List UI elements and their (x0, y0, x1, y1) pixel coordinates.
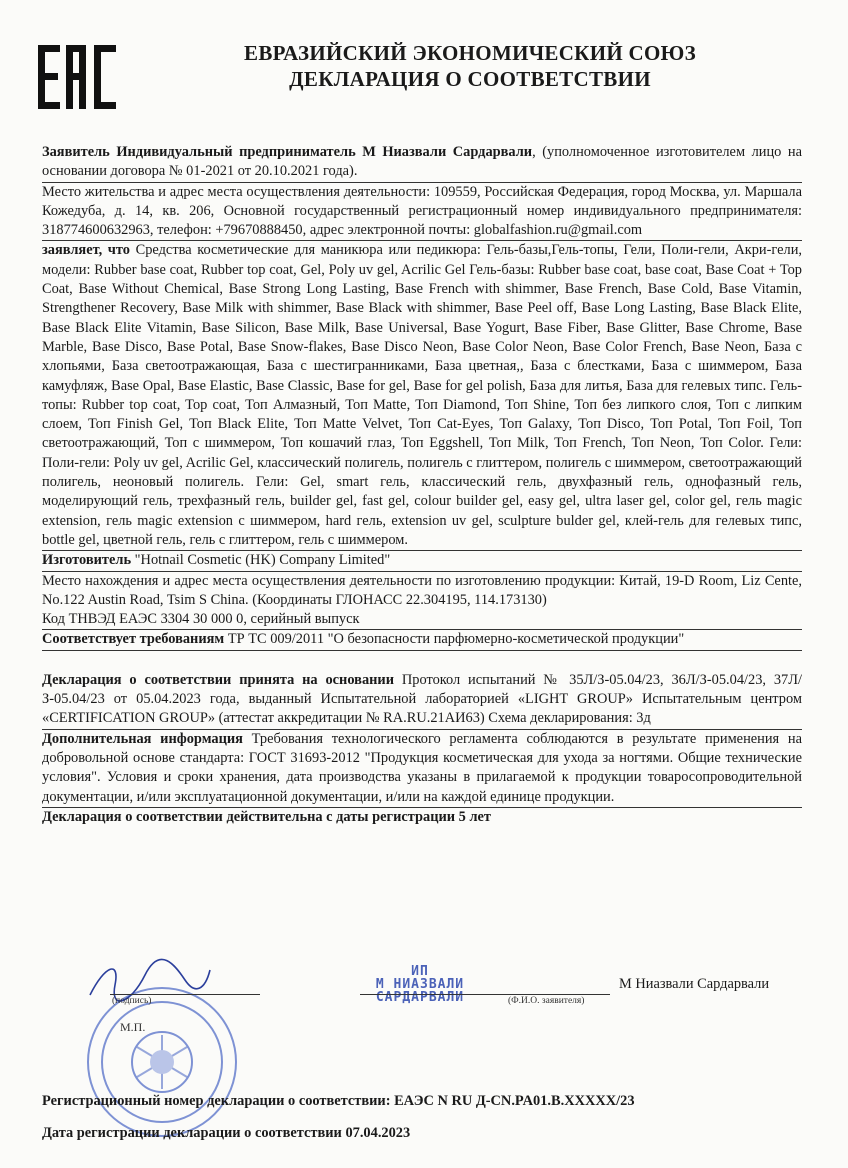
fio-caption: (Ф.И.О. заявителя) (508, 996, 585, 1006)
declares-label: заявляет, что (42, 242, 130, 259)
declares-section (42, 241, 802, 551)
manufacturer-address: Место нахождения и адрес места осуществления деятельности по изготовлению продукции: Китай, 19-D Room, Liz Cente, No.122 Austin Road, Tsim S China. (Координаты ГЛОНАСС 22.304195, 114.173130) (42, 572, 802, 608)
registration-number: Регистрационный номер декларации о соответствии: ЕАЭС N RU Д-CN.PA01.B.XXXXX/23 (42, 1093, 635, 1109)
complies-text: ТР ТС 009/2011 "О безопасности парфюмерно-косметической продукции" (224, 631, 685, 648)
fio-line (360, 994, 610, 995)
manufacturer-section (42, 551, 802, 571)
eac-logo (38, 45, 116, 109)
additional-label: Дополнительная информация (42, 730, 243, 747)
declares-text: Средства косметические для маникюра или педикюра: Гель-базы,Гель-топы, Гели, Поли-гели, Акри-гели, модели: Rubber base coat, Rubber top coat, Gel, Poly uv gel, Acrilic Gel Гель-базы: Rubber base coat, base coat, Base Coat + Top Coat, Base Without Chemical, Base Strong Long Lasting, Base French with shimmer, Base French, Base Cold, Base Vitamin, Strengthener Recovery, Base Milk with shimmer, Base Black with shimmer, Base Peel off, Base Long Lasting, Base Black Elite, Base Black Elite Vitamin, Base Silicon, Base Milk, Base Universal, Base Yogurt, Base Fiber, Base Glitter, Base Chrome, Base Marble, Base Disco, Base Potal, Base Snow-flakes, Base Disco Neon, Base Color Neon, Base Color French, Base Neon, База с хлопьями, База светоотражающая, База с шестигранниками, База цветная,, База с блестками, База с шиммером, База камуфляж, Base Opal, Base Elastic, Base Classic, Base for gel, Base for gel polish, База для литья, База для гелевых типс. Гель-топы: Rubber top coat, Top coat, Топ Алмазный, Топ Matte, Топ Diamond, Топ Shine, Топ без липкого слоя, Топ с липким слоем, Топ Finish Gel, Топ Black Elite, Топ Matte Velvet, Топ Cat-Eyes, Топ Galaxy, Топ Disco, Топ Potal, Топ Foil, Топ светоотражающий, Топ с шиммером, Топ кошачий глаз, Топ Eggshell, Топ Milk, Топ French, Топ Neon, Топ Color. Гели: Поли-гели: Poly uv gel, Acrilic Gel, классический полигель, полигель с глиттером, полигель с шиммером, светоотражающий полигель, неоновый полигель. Гели: Gel, smart гель, классический гель, двухфазный гель, однофазный гель, моделирующий гель, трехфазный гель, builder gel, fast gel, colour builder gel, easy gel, ultra laser gel, color gel, гель magic extension, гель magic extension с шиммером, hard гель, extension uv gel, sculpture bulder gel, клей-гель для гелевых типс, bottle gel, цветной гель, гель с глиттером, гель с шиммером. (42, 242, 803, 548)
applicant-address: Место жительства и адрес места осуществления деятельности: 109559, Российская Федерация, город Москва, ул. Маршала Кожедуба, д. 14, кв. 206, Основной государственный регистрационный номер индивидуального предпринимателя: 318774600632963, телефон: +79670888450, адрес электронной почты: globalfashion.ru@gmail.com (42, 183, 802, 242)
basis-label: Декларация о соответствии принята на основании (42, 671, 395, 688)
basis-section (42, 671, 802, 730)
applicant-name: Индивидуальный предприниматель М Ниазвали Сардарвали (116, 144, 533, 160)
applicant-rest: , (уполномоченное изготовителем лицо на основании договора № 01-2021 от 20.10.2021 года). (42, 144, 802, 180)
title-line-1: ЕВРАЗИЙСКИЙ ЭКОНОМИЧЕСКИЙ СОЮЗ (244, 41, 696, 65)
title-line-2: ДЕКЛАРАЦИЯ О СООТВЕТСТВИИ (289, 67, 651, 91)
declaration-body (42, 143, 802, 827)
stamp-line-1: ИП (411, 964, 429, 979)
complies-section (42, 630, 802, 650)
manufacturer-label: Изготовитель (42, 552, 132, 569)
basis-text: Протокол испытаний № 35Л/З-05.04/23, 36Л/З-05.04/23, 37Л/З-05.04/23 от 05.04.2023 года, выданный Испытательной лабораторией «LIGHT GROUP» Испытательным центром «CERTIFICATION GROUP» (аттестат аккредитации № RA.RU.21АИ63) Схема декларирования: 3д (42, 671, 802, 727)
additional-section (42, 730, 802, 808)
complies-label: Соответствует требованиям (42, 631, 225, 648)
ip-text-stamp (355, 965, 485, 1004)
signature-line (110, 994, 260, 995)
stamp-line-2: М НИАЗВАЛИ (375, 977, 465, 992)
applicant-signature-name: М Ниазвали Сардарвали (619, 976, 770, 992)
stamp-line-3: САРДАРВАЛИ (375, 990, 465, 1005)
manufacturer-code: Код ТНВЭД ЕАЭС 3304 30 000 0, серийный выпуск (42, 610, 802, 630)
document-title (200, 40, 740, 92)
manufacturer-name: "Hotnail Cosmetic (HK) Company Limited" (131, 552, 391, 569)
mp-label: М.П. (120, 1020, 146, 1034)
registration-date: Дата регистрации декларации о соответствии 07.04.2023 (42, 1125, 411, 1141)
handwritten-signature (85, 955, 215, 1010)
applicant-section (42, 143, 802, 183)
sign-caption: (подпись) (112, 996, 152, 1006)
validity-text: Декларация о соответствии действительна с даты регистрации 5 лет (42, 808, 491, 825)
seal-stamp (85, 985, 240, 1140)
additional-text: Требования технологического регламента соблюдаются в результате применения на добровольной основе стандарта: ГОСТ 31693-2012 "Продукция косметическая для ухода за ногтями. Общие технические условия". Условия и сроки хранения, дата производства указаны в прилагаемой к продукции товаросопроводительной документации, и/или эксплуатационной документации, и/или на каждой единице продукции. (42, 730, 802, 805)
applicant-label: Заявитель (42, 144, 110, 160)
